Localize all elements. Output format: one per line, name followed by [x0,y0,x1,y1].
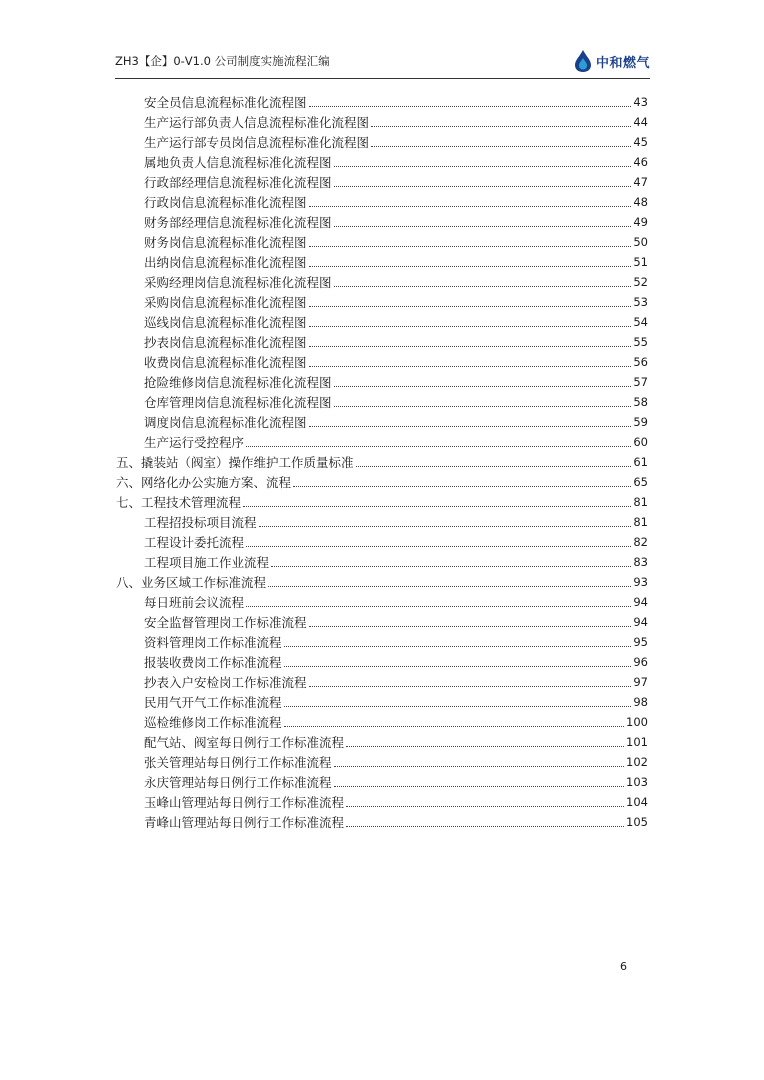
toc-leader-dots [309,345,632,347]
toc-entry[interactable] [144,192,648,212]
toc-entry[interactable] [144,552,648,572]
toc-entry-label: 工程项目施工作业流程 [144,555,270,570]
toc-entry-page: 81 [633,515,648,529]
toc-entry[interactable] [144,372,648,392]
toc-leader-dots [309,245,632,247]
toc-entry-page: 95 [633,635,648,649]
toc-entry-label: 民用气开气工作标准流程 [144,695,282,710]
toc-entry[interactable] [144,512,648,532]
toc-entry-page: 54 [633,315,648,329]
toc-leader-dots [334,285,632,287]
toc-entry[interactable] [116,472,648,492]
toc-leader-dots [309,365,632,367]
toc-entry-label: 安全员信息流程标准化流程图 [144,95,307,110]
toc-entry-label: 安全监督管理岗工作标准流程 [144,615,307,630]
toc-leader-dots [246,445,631,447]
toc-entry-label: 七、工程技术管理流程 [116,495,242,510]
toc-entry[interactable] [144,92,648,112]
toc-entry-page: 43 [633,95,648,109]
toc-entry-label: 采购经理岗信息流程标准化流程图 [144,275,332,290]
toc-entry-page: 56 [633,355,648,369]
toc-entry-page: 52 [633,275,648,289]
toc-entry[interactable] [144,532,648,552]
toc-entry-page: 48 [633,195,648,209]
toc-entry-label: 仓库管理岗信息流程标准化流程图 [144,395,332,410]
toc-entry-label: 工程招投标项目流程 [144,515,257,530]
toc-entry[interactable] [144,272,648,292]
toc-leader-dots [334,405,632,407]
toc-entry-page: 94 [633,595,648,609]
toc-leader-dots [346,745,624,747]
toc-entry-page: 47 [633,175,648,189]
toc-entry-label: 六、网络化办公实施方案、流程 [116,475,292,490]
toc-entry-label: 巡线岗信息流程标准化流程图 [144,315,307,330]
toc-entry[interactable] [144,352,648,372]
toc-entry-page: 50 [633,235,648,249]
toc-entry[interactable] [144,632,648,652]
toc-entry[interactable] [144,392,648,412]
toc-leader-dots [284,665,632,667]
toc-leader-dots [293,485,631,487]
toc-leader-dots [284,645,632,647]
toc-entry[interactable] [144,412,648,432]
toc-entry[interactable] [144,212,648,232]
toc-entry-page: 53 [633,295,648,309]
toc-entry-label: 生产运行部专员岗信息流程标准化流程图 [144,135,370,150]
toc-leader-dots [309,305,632,307]
toc-entry-page: 105 [626,815,648,829]
toc-entry[interactable] [144,592,648,612]
toc-entry[interactable] [144,812,648,832]
toc-entry-label: 收费岗信息流程标准化流程图 [144,355,307,370]
toc-entry[interactable] [116,492,648,512]
toc-leader-dots [346,805,624,807]
toc-entry[interactable] [144,312,648,332]
toc-leader-dots [371,145,631,147]
toc-leader-dots [309,105,632,107]
toc-leader-dots [243,505,631,507]
toc-entry[interactable] [144,172,648,192]
toc-entry-label: 每日班前会议流程 [144,595,245,610]
toc-entry-page: 51 [633,255,648,269]
toc-entry-label: 玉峰山管理站每日例行工作标准流程 [144,795,345,810]
toc-entry[interactable] [144,692,648,712]
toc-entry-label: 报装收费岗工作标准流程 [144,655,282,670]
toc-leader-dots [346,825,624,827]
toc-entry-label: 行政部经理信息流程标准化流程图 [144,175,332,190]
toc-entry-label: 生产运行受控程序 [144,435,245,450]
toc-entry-page: 55 [633,335,648,349]
toc-entry[interactable] [144,292,648,312]
toc-entry-label: 永庆管理站每日例行工作标准流程 [144,775,332,790]
toc-entry-label: 采购岗信息流程标准化流程图 [144,295,307,310]
toc-leader-dots [334,385,632,387]
toc-leader-dots [246,605,631,607]
toc-entry-label: 青峰山管理站每日例行工作标准流程 [144,815,345,830]
toc-entry-page: 103 [626,775,648,789]
toc-entry-page: 58 [633,395,648,409]
toc-leader-dots [268,585,631,587]
toc-entry-page: 83 [633,555,648,569]
toc-entry-page: 44 [633,115,648,129]
toc-entry-page: 60 [633,435,648,449]
company-logo [573,48,650,74]
toc-entry-page: 104 [626,795,648,809]
toc-leader-dots [334,165,632,167]
toc-entry[interactable] [144,232,648,252]
toc-entry-page: 45 [633,135,648,149]
toc-entry-label: 资料管理岗工作标准流程 [144,635,282,650]
toc-leader-dots [309,205,632,207]
toc-entry-page: 59 [633,415,648,429]
toc-leader-dots [271,565,631,567]
toc-entry[interactable] [144,772,648,792]
toc-entry[interactable] [144,792,648,812]
toc-entry[interactable] [144,332,648,352]
toc-entry-label: 出纳岗信息流程标准化流程图 [144,255,307,270]
toc-entry-page: 102 [626,755,648,769]
page-number: 6 [620,960,627,973]
toc-entry-label: 调度岗信息流程标准化流程图 [144,415,307,430]
toc-leader-dots [309,265,632,267]
toc-entry-page: 81 [633,495,648,509]
toc-leader-dots [284,705,632,707]
toc-leader-dots [309,685,632,687]
toc-leader-dots [334,785,625,787]
toc-entry[interactable] [144,132,648,152]
toc-entry[interactable] [144,252,648,272]
toc-entry[interactable] [144,152,648,172]
toc-entry-label: 属地负责人信息流程标准化流程图 [144,155,332,170]
toc-entry-page: 94 [633,615,648,629]
toc-entry-label: 配气站、阀室每日例行工作标准流程 [144,735,345,750]
toc-entry-page: 97 [633,675,648,689]
toc-entry[interactable] [144,712,648,732]
toc-entry-page: 65 [633,475,648,489]
toc-entry-label: 财务部经理信息流程标准化流程图 [144,215,332,230]
toc-entry-page: 98 [633,695,648,709]
toc-entry-page: 101 [626,735,648,749]
toc-entry-label: 张关管理站每日例行工作标准流程 [144,755,332,770]
toc-entry[interactable] [144,652,648,672]
toc-entry[interactable] [116,452,648,472]
toc-leader-dots [309,625,632,627]
page-header [115,44,650,79]
toc-entry-page: 46 [633,155,648,169]
toc-entry-page: 57 [633,375,648,389]
toc-entry[interactable] [144,672,648,692]
toc-leader-dots [309,425,632,427]
toc-entry-label: 抢险维修岗信息流程标准化流程图 [144,375,332,390]
toc-entry[interactable] [116,572,648,592]
logo-text: 中和燃气 [595,55,650,71]
toc-leader-dots [334,225,632,227]
toc-entry[interactable] [144,612,648,632]
toc-entry[interactable] [144,732,648,752]
toc-leader-dots [334,185,632,187]
toc-leader-dots [259,525,632,527]
toc-entry-label: 抄表入户安检岗工作标准流程 [144,675,307,690]
toc-entry[interactable] [144,752,648,772]
toc-entry[interactable] [144,112,648,132]
toc-entry-label: 行政岗信息流程标准化流程图 [144,195,307,210]
toc-entry-page: 100 [626,715,648,729]
toc-entry-label: 五、撬装站（阀室）操作维护工作质量标准 [116,455,354,470]
toc-entry-label: 八、业务区域工作标准流程 [116,575,267,590]
toc-leader-dots [356,465,632,467]
toc-leader-dots [246,545,631,547]
flame-drop-icon [573,49,593,73]
toc-entry-label: 财务岗信息流程标准化流程图 [144,235,307,250]
toc-entry-page: 49 [633,215,648,229]
toc-entry-page: 82 [633,535,648,549]
toc-entry-page: 96 [633,655,648,669]
toc-entry-page: 61 [633,455,648,469]
toc-entry-label: 工程设计委托流程 [144,535,245,550]
toc-entry[interactable] [144,432,648,452]
toc-leader-dots [284,725,625,727]
toc-leader-dots [309,325,632,327]
toc-leader-dots [334,765,625,767]
document-title: ZH3【企】0-V1.0 公司制度实施流程汇编 [115,54,330,68]
toc-leader-dots [371,125,631,127]
toc-entry-page: 93 [633,575,648,589]
toc-entry-label: 生产运行部负责人信息流程标准化流程图 [144,115,370,130]
toc-entry-label: 抄表岗信息流程标准化流程图 [144,335,307,350]
toc-entry-label: 巡检维修岗工作标准流程 [144,715,282,730]
